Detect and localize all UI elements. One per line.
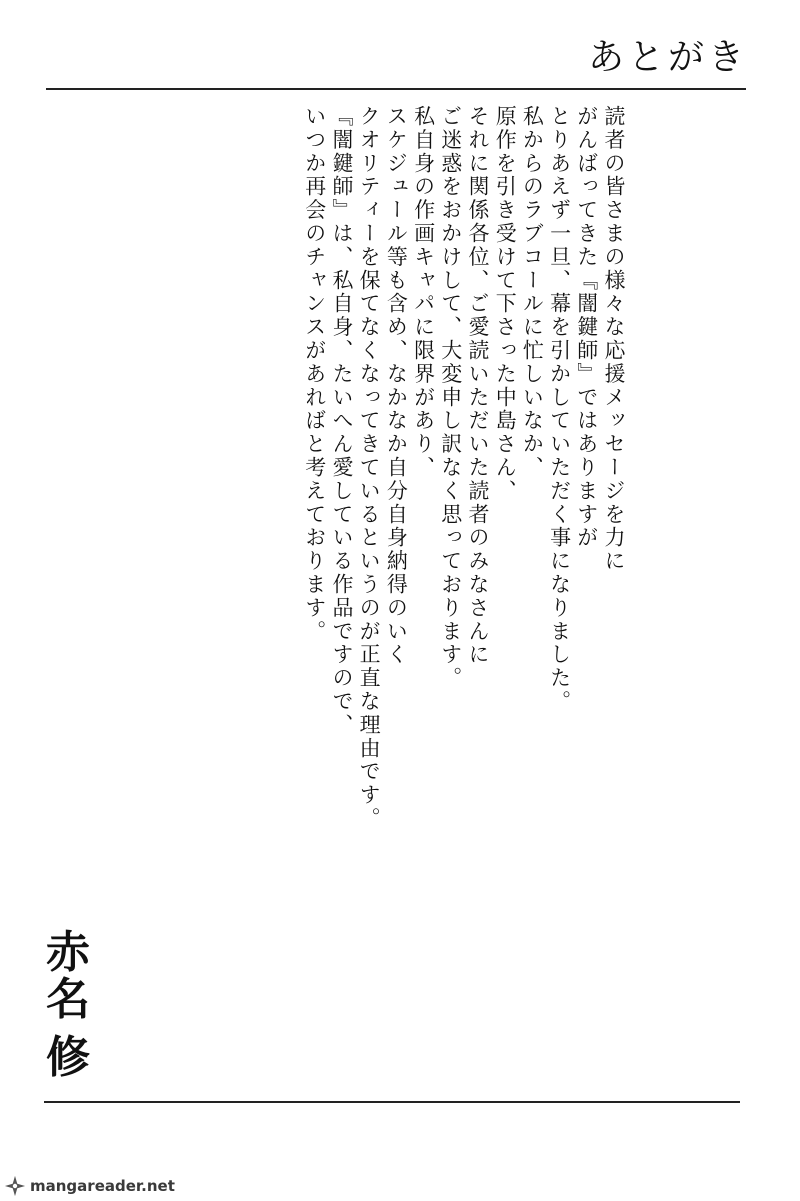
afterword-line: クオリティーを保てなくなってきているというのが正直な理由です。 — [357, 105, 382, 831]
afterword-line: とりあえず一旦、幕を引かしていただく事になりました。 — [547, 105, 572, 714]
afterword-body — [301, 105, 627, 831]
author-signature — [40, 927, 96, 1084]
afterword-line: 私からのラブコールに忙しいなか、 — [520, 105, 545, 480]
afterword-line: 原作を引き受けて下さった中島さん、 — [493, 105, 518, 503]
afterword-line: それに関係各位、ご愛読いただいた読者のみなさんに — [465, 105, 490, 667]
page-title: あとがき — [587, 37, 748, 78]
afterword-line: がんばってきた『闇鍵師』ではありますが — [574, 105, 599, 550]
bottom-divider — [44, 1101, 740, 1103]
watermark-text: mangareader.net — [30, 1177, 175, 1195]
author-name-char: 修 — [46, 1032, 90, 1084]
afterword-line: ご迷惑をおかけして、大変申し訳なく思っております。 — [438, 105, 463, 690]
afterword-line: 『闇鍵師』は、私自身、たいへん愛している作品ですので、 — [329, 105, 354, 737]
afterword-line: 私自身の作画キャパに限界があり、 — [411, 105, 436, 480]
afterword-line: スケジュール等も含め、なかなか自分自身納得のいく — [384, 105, 409, 667]
ninja-star-icon — [4, 1175, 26, 1197]
afterword-line: いつか再会のチャンスがあればと考えております。 — [302, 105, 327, 644]
afterword-line: 読者の皆さまの様々な応援メッセージを力に — [602, 105, 626, 573]
author-name-char: 名 — [46, 973, 90, 1025]
watermark — [4, 1175, 175, 1197]
top-divider — [46, 88, 746, 90]
author-name-char: 赤 — [46, 927, 90, 978]
